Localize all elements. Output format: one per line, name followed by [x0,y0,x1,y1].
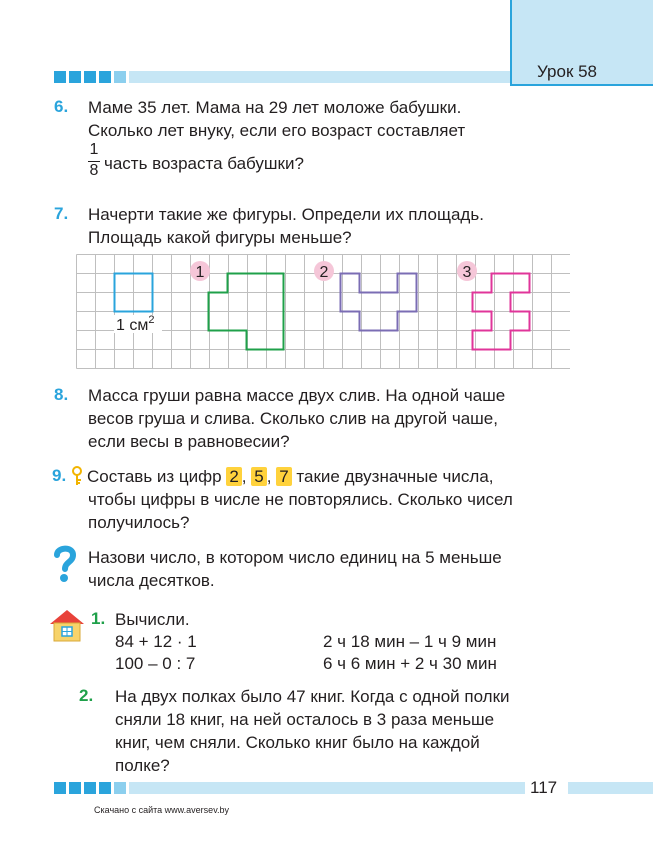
homework-1-row-1-right: 2 ч 18 мин – 1 ч 9 мин [323,632,497,651]
header-square-5 [114,71,126,83]
header-square-3 [84,71,96,83]
homework-1-row-2-right: 6 ч 6 мин + 2 ч 30 мин [323,654,497,673]
grid-figures [76,253,570,369]
task-9-number: 9. [52,466,67,485]
homework-2-line-3: книг, чем сняли. Сколько книг было на каждой [115,733,480,752]
homework-1-row-2-left: 100 – 0 : 7 [115,654,196,673]
question-mark-icon [52,545,78,583]
fraction-denominator: 8 [89,162,99,179]
footer-band-left [129,782,525,794]
lesson-title: Урок 58 [537,62,598,81]
footer-square-2 [69,782,81,794]
homework-2-number: 2. [79,686,94,705]
footer-square-3 [84,782,96,794]
header-square-4 [99,71,111,83]
task-6-line-1: Маме 35 лет. Мама на 29 лет моложе бабушки. [88,98,462,117]
digit-sep-1: , [241,467,247,486]
task-7-line-2: Площадь какой фигуры меньше? [88,228,352,247]
task-7-number: 7. [54,204,69,223]
homework-2-line-4: полке? [115,756,170,775]
task-8-line-1: Масса груши равна массе двух слив. На одной чаше [88,386,506,405]
task-7-line-1: Начерти такие же фигуры. Определи их площадь. [88,205,484,224]
homework-1-number: 1. [91,609,106,628]
digit-2: 2 [226,467,241,486]
house-icon [48,607,86,643]
download-source-note: Скачано с сайта www.aversev.by [94,805,230,815]
figure-2-label: 2 [319,264,329,281]
homework-1-title: Вычисли. [115,610,190,629]
key-icon [70,466,84,486]
unit-label: 1 $см^2$ [116,314,155,334]
task-9-intro: Составь из цифр [87,467,222,486]
header-square-2 [69,71,81,83]
riddle-line-1: Назови число, в котором число единиц на 5 меньше [88,548,502,567]
figure-3-label: 3 [462,264,472,281]
figure-1-label: 1 [195,264,205,281]
footer-square-1 [54,782,66,794]
task-6-number: 6. [54,97,69,116]
task-8-line-3: если весы в равновесии? [88,432,290,451]
task-9-rest: такие двузначные числа, [296,467,494,486]
task-8-line-2: весов груша и слива. Сколько слив на другой чаше, [88,409,498,428]
unit-label-sup: 2 [148,314,155,326]
footer-square-5 [114,782,126,794]
task-6-line-2: Сколько лет внуку, если его возраст составляет [88,121,466,140]
fraction-numerator: 1 [89,141,99,158]
digit-sep-2: , [266,467,272,486]
header-square-1 [54,71,66,83]
page-number: 117 [530,778,558,797]
task-9-line-3: получилось? [88,513,190,532]
digit-7: 7 [276,467,291,486]
figure-2 [341,274,417,331]
digit-5: 5 [251,467,266,486]
task-8-number: 8. [54,385,69,404]
footer-band-right [568,782,653,794]
footer-square-4 [99,782,111,794]
homework-2-line-1: На двух полках было 47 книг. Когда с одной полки [115,687,510,706]
homework-2-line-2: сняли 18 книг, на ней осталось в 3 раза меньше [115,710,495,729]
header-band [129,71,510,83]
task-6-line-3: часть возраста бабушки? [104,154,304,173]
task-9-line-2: чтобы цифры в числе не повторялись. Сколько чисел [88,490,513,509]
task-9-line-1 [87,465,494,488]
homework-1-row-1-left: 84 + 12 · 1 [115,632,197,651]
riddle-line-2: числа десятков. [88,571,215,590]
